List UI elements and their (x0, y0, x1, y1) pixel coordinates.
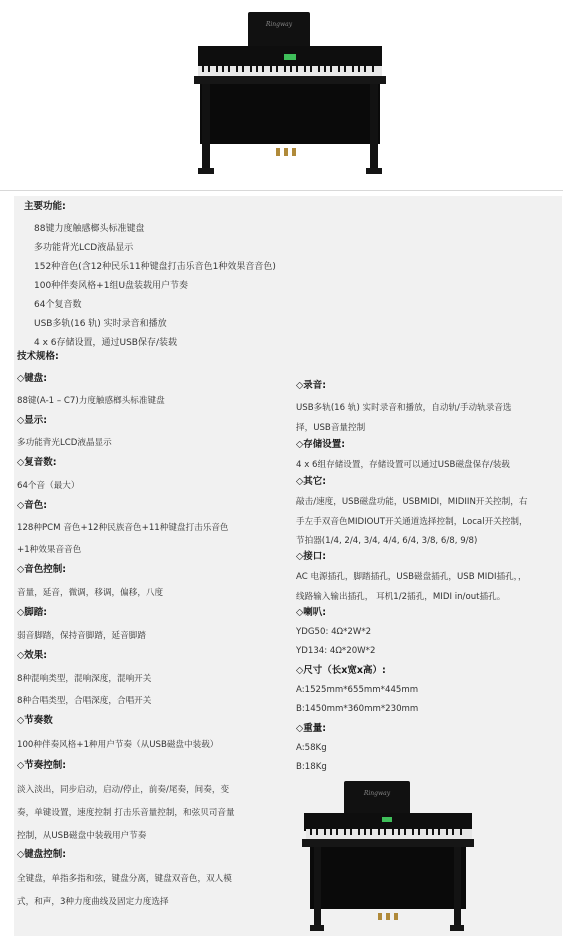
spec-line: USB多轨(16 轨) 实时录音和播放，自动轨/手动轨录音选 (296, 403, 512, 413)
spec-line: 音量，延音，微调，移调，偏移，八度 (17, 588, 164, 598)
spec-line: 弱音脚踏，保持音脚踏，延音脚踏 (17, 631, 146, 641)
spec-line: 128种PCM 音色+12种民族音色+11种键盘打击乐音色 (17, 523, 229, 533)
main-functions-title: 主要功能: (24, 201, 66, 212)
spec-line: A:1525mm*655mm*445mm (296, 685, 419, 695)
spec-line: 线路输入输出插孔， 耳机1/2插孔，MIDI in/out插孔。 (296, 592, 506, 602)
spec-heading: ◇复音数: (17, 457, 57, 468)
svg-text:Ringway: Ringway (265, 21, 293, 28)
spec-line: B:18Kg (296, 762, 327, 772)
piano-photo-bottom (300, 775, 475, 935)
spec-line: +1种效果音音色 (17, 545, 82, 555)
spec-heading: ◇脚踏: (17, 607, 48, 618)
spec-heading: ◇尺寸（长x宽x高）: (296, 665, 386, 676)
spec-line: 控制，从USB磁盘中装载用户节奏 (17, 831, 147, 841)
spec-heading: ◇效果: (17, 650, 48, 661)
spec-line: 式，和声，3种力度曲线及固定力度选择 (17, 897, 169, 907)
spec-heading: ◇节奏控制: (17, 760, 67, 771)
spec-line: 100种伴奏风格+1种用户节奏（从USB磁盘中装载） (17, 740, 219, 750)
divider (0, 190, 563, 191)
spec-line: A:58Kg (296, 743, 327, 753)
feature-item: 4 x 6存储设置，通过USB保存/装载 (34, 338, 178, 348)
spec-line: 全键盘，单指多指和弦，键盘分离，键盘双音色，双人模 (17, 874, 232, 884)
spec-line: 手左手双音色MIDIOUT开关通道选择控制，Local开关控制， (296, 517, 528, 527)
feature-item: 100种伴奏风格+1组U盘装载用户节奏 (34, 281, 189, 291)
spec-line: YDG50: 4Ω*2W*2 (296, 627, 372, 637)
spec-heading: ◇接口: (296, 551, 327, 562)
spec-line: B:1450mm*360mm*230mm (296, 704, 419, 714)
spec-heading: ◇键盘: (17, 373, 48, 384)
spec-line: 88键(A-1 – C7)力度触感榔头标准键盘 (17, 396, 165, 406)
feature-item: 88键力度触感榔头标准键盘 (34, 224, 145, 234)
spec-line: 择，USB音量控制 (296, 423, 366, 433)
feature-item: 多功能背光LCD液晶显示 (34, 243, 134, 253)
tech-specs-title: 技术规格: (17, 351, 59, 362)
svg-text:Ringway: Ringway (363, 790, 391, 797)
spec-line: 4 x 6组存储设置，存储设置可以通过USB磁盘保存/装载 (296, 460, 510, 470)
piano-photo-top (190, 8, 390, 183)
spec-heading: ◇键盘控制: (17, 849, 67, 860)
spec-heading: ◇录音: (296, 380, 327, 391)
spec-heading: ◇音色控制: (17, 564, 67, 575)
feature-item: 64个复音数 (34, 300, 82, 310)
spec-heading: ◇节奏数 (17, 715, 53, 726)
spec-heading: ◇重量: (296, 723, 327, 734)
feature-item: 152种音色(含12种民乐11种键盘打击乐音色1种效果音音色) (34, 262, 276, 272)
spec-line: 64个音（最大） (17, 481, 80, 491)
spec-line: 8种混响类型，混响深度，混响开关 (17, 674, 152, 684)
spec-heading: ◇其它: (296, 476, 327, 487)
spec-line: AC 电源插孔，脚踏插孔，USB磁盘插孔，USB MIDI插孔，， (296, 572, 527, 582)
spec-line: 节拍器(1/4, 2/4, 3/4, 4/4, 6/4, 3/8, 6/8, 9/8) (296, 536, 478, 546)
feature-item: USB多轨(16 轨) 实时录音和播放 (34, 319, 167, 329)
spec-line: 奏，单键设置，速度控制 打击乐音量控制，和弦贝司音量 (17, 808, 235, 818)
spec-line: YD134: 4Ω*20W*2 (296, 646, 376, 656)
spec-line: 8种合唱类型，合唱深度，合唱开关 (17, 696, 152, 706)
spec-panel (14, 196, 562, 936)
spec-line: 淡入淡出，同步启动，启动/停止，前奏/尾奏，间奏，变 (17, 785, 230, 795)
spec-heading: ◇喇叭: (296, 607, 327, 618)
spec-line: 敲击/速度，USB磁盘功能，USBMIDI，MIDIIN开关控制，右 (296, 497, 528, 507)
spec-heading: ◇存储设置: (296, 439, 346, 450)
spec-heading: ◇音色: (17, 500, 48, 511)
spec-heading: ◇显示: (17, 415, 48, 426)
spec-line: 多功能背光LCD液晶显示 (17, 438, 112, 448)
